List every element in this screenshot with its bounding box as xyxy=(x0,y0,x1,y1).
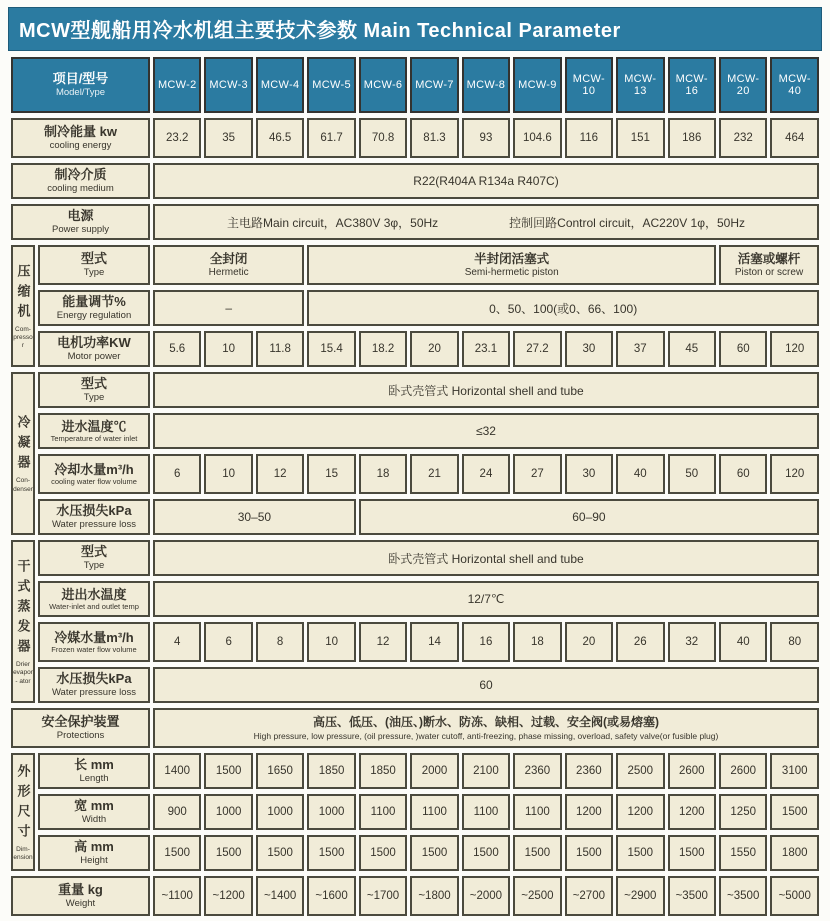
condenser-pressure-loss-high: 60–90 xyxy=(359,499,819,535)
row-height xyxy=(11,835,819,871)
row-label-frozen-water-flow xyxy=(38,622,150,662)
label-zh: 型式 xyxy=(80,251,107,267)
length-value: 2360 xyxy=(513,753,561,789)
cooling-energy-value: 186 xyxy=(668,118,716,158)
height-value: 1500 xyxy=(153,835,201,871)
label-zh: 水压损失kPa xyxy=(56,671,132,687)
cooling-water-flow-value: 27 xyxy=(513,454,561,494)
cooling-water-flow-value: 40 xyxy=(616,454,664,494)
row-power-supply xyxy=(11,204,819,240)
energy-regulation-other-value: 0、50、100(或0、66、100) xyxy=(307,290,819,326)
row-length xyxy=(11,753,819,789)
section-strip-condenser-zh: 冷凝器 xyxy=(15,415,31,476)
cooling-medium-value: R22(R404A R134a R407C) xyxy=(153,163,819,199)
frozen-water-flow-value: 4 xyxy=(153,622,201,662)
label-en: Width xyxy=(81,813,107,825)
cooling-water-flow-value: 120 xyxy=(770,454,819,494)
length-value: 1850 xyxy=(307,753,355,789)
section-strip-evaporator-zh: 干式蒸发器 xyxy=(15,559,31,660)
table-header-row xyxy=(11,57,819,113)
motor-power-value: 45 xyxy=(668,331,716,367)
label-en: Type xyxy=(83,266,105,278)
row-cooling-medium xyxy=(11,163,819,199)
row-width xyxy=(11,794,819,830)
label-en: Type xyxy=(83,391,105,403)
weight-value: ~3500 xyxy=(719,876,767,916)
power-supply-control-circuit: 控制回路Control circuit，AC220V 1φ，50Hz xyxy=(509,215,746,230)
label-zh: 进出水温度 xyxy=(61,586,127,602)
model-header-cell: MCW-20 xyxy=(719,57,767,113)
hermetic-zh: 全封闭 xyxy=(209,251,248,266)
model-header-cell: MCW-3 xyxy=(204,57,252,113)
condenser-pressure-loss-low: 30–50 xyxy=(153,499,356,535)
inlet-temp-value: ≤32 xyxy=(153,413,819,449)
weight-value: ~1400 xyxy=(256,876,304,916)
motor-power-value: 18.2 xyxy=(359,331,407,367)
frozen-water-flow-value: 20 xyxy=(565,622,613,662)
width-value: 1000 xyxy=(256,794,304,830)
height-value: 1800 xyxy=(770,835,819,871)
width-value: 1000 xyxy=(307,794,355,830)
weight-value: ~2700 xyxy=(565,876,613,916)
length-value: 1650 xyxy=(256,753,304,789)
motor-power-value: 37 xyxy=(616,331,664,367)
height-value: 1500 xyxy=(410,835,458,871)
label-en: cooling energy xyxy=(49,139,112,151)
cooling-energy-value: 23.2 xyxy=(153,118,201,158)
width-value: 1100 xyxy=(462,794,510,830)
cooling-energy-value: 232 xyxy=(719,118,767,158)
label-en: cooling medium xyxy=(47,182,114,194)
label-en: Water pressure loss xyxy=(51,686,137,698)
label-zh: 型式 xyxy=(80,376,107,392)
weight-value: ~1800 xyxy=(410,876,458,916)
cooling-energy-value: 61.7 xyxy=(307,118,355,158)
row-label-cooling-medium xyxy=(11,163,150,199)
width-value: 1000 xyxy=(204,794,252,830)
cooling-water-flow-value: 30 xyxy=(565,454,613,494)
label-zh: 安全保护装置 xyxy=(41,714,120,730)
power-supply-main-circuit: 主电路Main circuit，AC380V 3φ，50Hz xyxy=(226,215,439,230)
section-strip-condenser xyxy=(11,372,35,535)
section-strip-compressor-zh: 压缩机 xyxy=(15,263,31,324)
length-value: 2000 xyxy=(410,753,458,789)
model-type-header-zh: 项目/型号 xyxy=(52,71,109,87)
label-zh: 制冷能量 kw xyxy=(44,124,117,140)
protections-value xyxy=(153,708,819,748)
cooling-water-flow-value: 21 xyxy=(410,454,458,494)
label-en: cooling water flow volume xyxy=(51,477,137,486)
frozen-water-flow-value: 32 xyxy=(668,622,716,662)
cooling-energy-value: 35 xyxy=(204,118,252,158)
cooling-energy-value: 151 xyxy=(616,118,664,158)
motor-power-value: 11.8 xyxy=(256,331,304,367)
cooling-water-flow-value: 10 xyxy=(204,454,252,494)
height-value: 1500 xyxy=(307,835,355,871)
cooling-energy-value: 70.8 xyxy=(359,118,407,158)
label-en: Energy regulation xyxy=(56,309,132,321)
energy-regulation-hermetic-value: – xyxy=(153,290,304,326)
row-label-compressor-type xyxy=(38,245,150,285)
model-type-header xyxy=(11,57,150,113)
frozen-water-flow-value: 40 xyxy=(719,622,767,662)
weight-value: ~2000 xyxy=(462,876,510,916)
motor-power-value: 15.4 xyxy=(307,331,355,367)
label-zh: 进水温度℃ xyxy=(61,418,127,434)
weight-value: ~5000 xyxy=(770,876,819,916)
label-en: Motor power xyxy=(67,350,121,362)
protections-value-en: High pressure, low pressure, (oil pressure, )water cutoff, anti-freezing, phase missing, overload, safety valve(or fusible plug) xyxy=(253,730,719,741)
length-value: 1400 xyxy=(153,753,201,789)
row-label-condenser-type xyxy=(38,372,150,408)
section-strip-evaporator-en: Drier evapor- ator xyxy=(13,661,33,685)
cooling-water-flow-value: 24 xyxy=(462,454,510,494)
row-energy-regulation xyxy=(11,290,819,326)
row-frozen-water-flow xyxy=(11,622,819,662)
hermetic-en: Hermetic xyxy=(208,266,249,278)
label-en: Power supply xyxy=(51,223,110,235)
label-en: Type xyxy=(83,559,105,571)
label-en: Frozen water flow volume xyxy=(51,645,137,654)
cooling-energy-value: 81.3 xyxy=(410,118,458,158)
row-evaporator-pressure-loss xyxy=(11,667,819,703)
compressor-type-piston-screw xyxy=(719,245,819,285)
row-condenser-type xyxy=(11,372,819,408)
cooling-energy-value: 104.6 xyxy=(513,118,561,158)
height-value: 1500 xyxy=(204,835,252,871)
label-en: Protections xyxy=(56,729,105,741)
cooling-energy-value: 116 xyxy=(565,118,613,158)
model-header-cell: MCW-40 xyxy=(770,57,819,113)
model-header-cell: MCW-4 xyxy=(256,57,304,113)
height-value: 1500 xyxy=(256,835,304,871)
length-value: 3100 xyxy=(770,753,819,789)
length-value: 2600 xyxy=(668,753,716,789)
motor-power-value: 30 xyxy=(565,331,613,367)
row-label-length xyxy=(38,753,150,789)
compressor-type-semi-hermetic xyxy=(307,245,716,285)
section-strip-compressor-en: Com- pressor xyxy=(13,325,33,350)
width-value: 1500 xyxy=(770,794,819,830)
frozen-water-flow-value: 80 xyxy=(770,622,819,662)
label-zh: 型式 xyxy=(80,544,107,560)
section-strip-condenser-en: Con- denser xyxy=(13,477,33,493)
semi-hermetic-zh: 半封闭活塞式 xyxy=(474,251,550,266)
label-zh: 能量调节% xyxy=(62,294,126,310)
width-value: 1250 xyxy=(719,794,767,830)
label-en: Weight xyxy=(65,897,96,909)
height-value: 1500 xyxy=(513,835,561,871)
cooling-water-flow-value: 60 xyxy=(719,454,767,494)
height-value: 1500 xyxy=(668,835,716,871)
width-value: 900 xyxy=(153,794,201,830)
motor-power-value: 20 xyxy=(410,331,458,367)
length-value: 2500 xyxy=(616,753,664,789)
model-header-cell: MCW-2 xyxy=(153,57,201,113)
height-value: 1500 xyxy=(359,835,407,871)
page-title: MCW型舰船用冷水机组主要技术参数 Main Technical Parameter xyxy=(8,7,822,51)
frozen-water-flow-value: 18 xyxy=(513,622,561,662)
weight-value: ~1100 xyxy=(153,876,201,916)
model-header-cell: MCW-13 xyxy=(616,57,664,113)
motor-power-value: 60 xyxy=(719,331,767,367)
row-label-condenser-pressure-loss xyxy=(38,499,150,535)
motor-power-value: 27.2 xyxy=(513,331,561,367)
frozen-water-flow-value: 16 xyxy=(462,622,510,662)
section-strip-dimensions xyxy=(11,753,35,871)
width-value: 1100 xyxy=(410,794,458,830)
cooling-water-flow-value: 6 xyxy=(153,454,201,494)
row-label-height xyxy=(38,835,150,871)
evaporator-type-value: 卧式壳管式 Horizontal shell and tube xyxy=(153,540,819,576)
row-label-motor-power xyxy=(38,331,150,367)
row-label-energy-regulation xyxy=(38,290,150,326)
weight-value: ~1200 xyxy=(204,876,252,916)
frozen-water-flow-value: 12 xyxy=(359,622,407,662)
model-header-cell: MCW-10 xyxy=(565,57,613,113)
label-en: Height xyxy=(80,854,108,866)
row-label-power-supply xyxy=(11,204,150,240)
evaporator-pressure-loss-value: 60 xyxy=(153,667,819,703)
piston-screw-zh: 活塞或螺杆 xyxy=(737,251,801,266)
model-type-header-en: Model/Type xyxy=(55,86,106,98)
frozen-water-flow-value: 14 xyxy=(410,622,458,662)
row-label-evaporator-type xyxy=(38,540,150,576)
width-value: 1200 xyxy=(565,794,613,830)
row-label-evaporator-pressure-loss xyxy=(38,667,150,703)
label-en: Length xyxy=(79,772,109,784)
power-supply-value xyxy=(153,204,819,240)
label-zh: 电源 xyxy=(67,208,94,224)
model-header-cell: MCW-6 xyxy=(359,57,407,113)
section-strip-dimensions-en: Dim- ension xyxy=(13,845,33,861)
spec-table xyxy=(8,52,822,921)
section-strip-dimensions-zh: 外形尺寸 xyxy=(15,763,31,844)
model-header-cell: MCW-9 xyxy=(513,57,561,113)
width-value: 1200 xyxy=(616,794,664,830)
cooling-water-flow-value: 15 xyxy=(307,454,355,494)
frozen-water-flow-value: 26 xyxy=(616,622,664,662)
label-zh: 制冷介质 xyxy=(54,167,107,183)
semi-hermetic-en: Semi-hermetic piston xyxy=(464,266,559,278)
model-header-cell: MCW-8 xyxy=(462,57,510,113)
height-value: 1500 xyxy=(565,835,613,871)
piston-screw-en: Piston or screw xyxy=(734,266,804,278)
weight-value: ~3500 xyxy=(668,876,716,916)
length-value: 2600 xyxy=(719,753,767,789)
label-zh: 水压损失kPa xyxy=(56,503,132,519)
height-value: 1500 xyxy=(462,835,510,871)
row-inout-temp xyxy=(11,581,819,617)
motor-power-value: 5.6 xyxy=(153,331,201,367)
label-zh: 高 mm xyxy=(74,839,114,855)
frozen-water-flow-value: 6 xyxy=(204,622,252,662)
row-label-inlet-temp xyxy=(38,413,150,449)
cooling-water-flow-value: 12 xyxy=(256,454,304,494)
length-value: 2100 xyxy=(462,753,510,789)
compressor-type-hermetic xyxy=(153,245,304,285)
weight-value: ~2500 xyxy=(513,876,561,916)
row-evaporator-type xyxy=(11,540,819,576)
width-value: 1100 xyxy=(513,794,561,830)
section-strip-compressor xyxy=(11,245,35,367)
length-value: 1850 xyxy=(359,753,407,789)
model-header-cell: MCW-7 xyxy=(410,57,458,113)
protections-value-zh: 高压、低压、(油压、)断水、防冻、缺相、过载、安全阀(或易熔塞) xyxy=(313,715,659,730)
row-label-protections xyxy=(11,708,150,748)
weight-value: ~2900 xyxy=(616,876,664,916)
row-weight xyxy=(11,876,819,916)
label-zh: 长 mm xyxy=(74,757,114,773)
label-zh: 宽 mm xyxy=(74,798,114,814)
cooling-energy-value: 93 xyxy=(462,118,510,158)
row-label-cooling-water-flow xyxy=(38,454,150,494)
section-strip-evaporator xyxy=(11,540,35,703)
label-en: Temperature of water inlet xyxy=(50,434,138,443)
motor-power-value: 23.1 xyxy=(462,331,510,367)
motor-power-value: 10 xyxy=(204,331,252,367)
model-header-cell: MCW-5 xyxy=(307,57,355,113)
label-zh: 冷却水量m³/h xyxy=(54,461,134,477)
label-zh: 重量 kg xyxy=(58,882,103,898)
height-value: 1500 xyxy=(616,835,664,871)
cooling-energy-value: 464 xyxy=(770,118,819,158)
motor-power-value: 120 xyxy=(770,331,819,367)
weight-value: ~1700 xyxy=(359,876,407,916)
model-header-cell: MCW-16 xyxy=(668,57,716,113)
row-condenser-pressure-loss xyxy=(11,499,819,535)
cooling-water-flow-value: 18 xyxy=(359,454,407,494)
label-zh: 电机功率KW xyxy=(57,335,131,351)
row-protections xyxy=(11,708,819,748)
length-value: 1500 xyxy=(204,753,252,789)
frozen-water-flow-value: 10 xyxy=(307,622,355,662)
row-label-inout-temp xyxy=(38,581,150,617)
length-value: 2360 xyxy=(565,753,613,789)
inout-temp-value: 12/7℃ xyxy=(153,581,819,617)
row-label-cooling-energy xyxy=(11,118,150,158)
cooling-energy-value: 46.5 xyxy=(256,118,304,158)
label-zh: 冷媒水量m³/h xyxy=(54,629,134,645)
row-label-weight xyxy=(11,876,150,916)
row-compressor-type xyxy=(11,245,819,285)
condenser-type-value: 卧式壳管式 Horizontal shell and tube xyxy=(153,372,819,408)
label-en: Water pressure loss xyxy=(51,518,137,530)
weight-value: ~1600 xyxy=(307,876,355,916)
width-value: 1200 xyxy=(668,794,716,830)
row-cooling-water-flow xyxy=(11,454,819,494)
height-value: 1550 xyxy=(719,835,767,871)
row-condenser-inlet-temp xyxy=(11,413,819,449)
width-value: 1100 xyxy=(359,794,407,830)
row-motor-power xyxy=(11,331,819,367)
label-en: Water-inlet and outlet temp xyxy=(49,602,139,611)
frozen-water-flow-value: 8 xyxy=(256,622,304,662)
cooling-water-flow-value: 50 xyxy=(668,454,716,494)
row-label-width xyxy=(38,794,150,830)
row-cooling-energy xyxy=(11,118,819,158)
